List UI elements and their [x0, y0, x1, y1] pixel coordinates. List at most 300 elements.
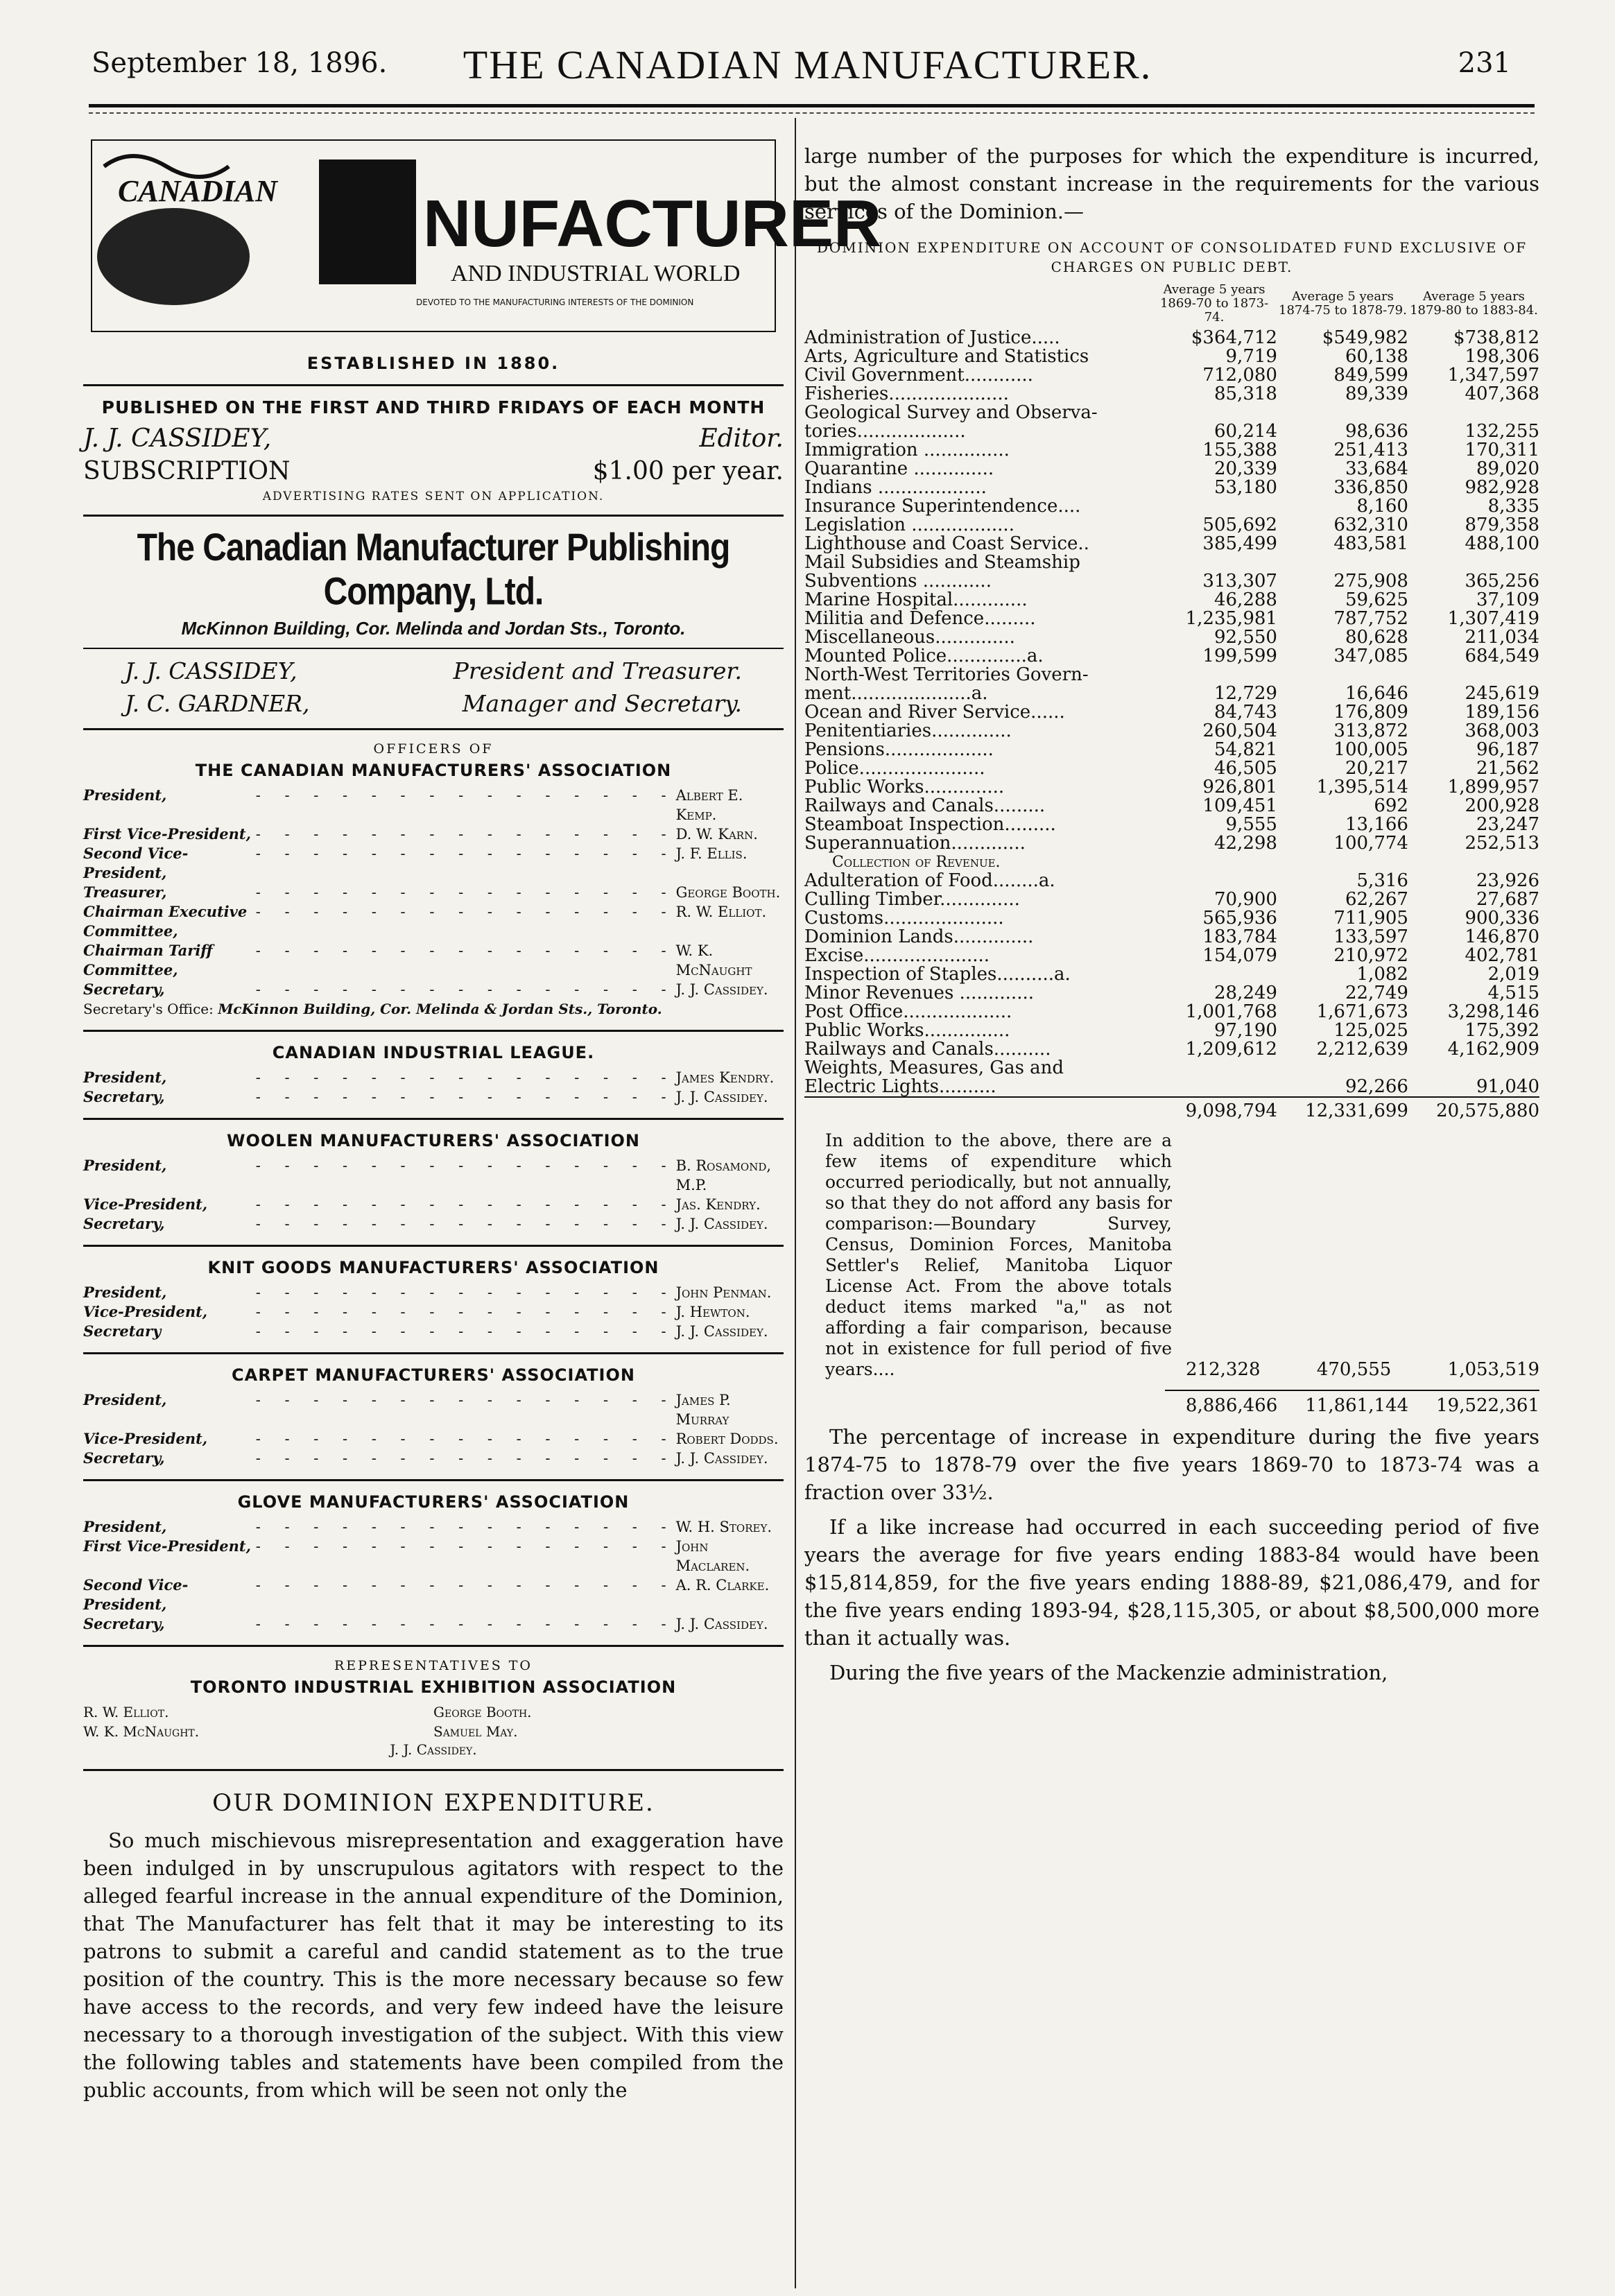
item-cell: Police...................... [804, 758, 985, 779]
officer-row [83, 941, 784, 980]
secretary-office-label: Secretary's Office: [83, 1001, 214, 1017]
table-row [804, 478, 1539, 497]
officer-row [83, 1302, 784, 1322]
value-cell: 92,266 [1345, 1076, 1408, 1097]
table-row [804, 404, 1539, 422]
leader-dots: - - - - - - - - - - - - - - - [255, 1519, 676, 1535]
value-cell [1151, 853, 1277, 872]
leader-dots: - - - - - - - - - - - - - - - [255, 1431, 676, 1447]
officer-name: Robert Dodds. [675, 1431, 779, 1447]
value-cell: 80,628 [1345, 627, 1408, 648]
established-line: ESTABLISHED IN 1880. [306, 354, 560, 373]
leader-dots: - - - - - - - - - - - - - - - [255, 787, 676, 804]
leader-dots: - - - - - - - - - - - - - - - [255, 1196, 676, 1213]
table-row [804, 928, 1539, 947]
officer-role: President, [83, 1069, 167, 1086]
value-cell: 70,900 [1214, 889, 1277, 910]
value-cell [1151, 872, 1277, 890]
item-cell: Geological Survey and Observa- [804, 402, 1098, 423]
table-row [804, 628, 1539, 647]
officer-row [83, 980, 784, 999]
value-cell: 632,310 [1333, 515, 1408, 535]
logo-tag-text: DEVOTED TO THE MANUFACTURING INTERESTS OF THE DOMINION [416, 297, 694, 307]
item-cell: Railways and Canals.......... [804, 1039, 1051, 1060]
value-cell: 125,025 [1333, 1020, 1408, 1041]
rep-name: George Booth. [433, 1704, 532, 1720]
table-row [804, 497, 1539, 516]
officer-row [83, 1195, 784, 1214]
value-cell [1151, 1059, 1277, 1078]
officer-name: R. W. Elliot. [675, 904, 767, 920]
item-cell: Inspection of Staples..........a. [804, 964, 1071, 985]
value-cell: 89,339 [1345, 383, 1408, 404]
value-cell: 170,311 [1465, 440, 1539, 460]
value-cell [1277, 404, 1408, 422]
officer-name: W. K. McNaught [675, 942, 752, 978]
page-number: 231 [1458, 47, 1511, 79]
table-row [804, 572, 1539, 591]
value-cell: 1,209,612 [1185, 1039, 1277, 1060]
value-cell [1408, 404, 1539, 422]
officer-row [83, 1517, 784, 1537]
officer-role: Second Vice-President, [83, 1576, 189, 1613]
officer-row [83, 825, 784, 844]
table-caption: DOMINION EXPENDITURE ON ACCOUNT OF CONSOLIDATED FUND EXCLUSIVE OF CHARGES ON PUBLIC DEBT. [816, 239, 1528, 275]
officer-row [83, 1322, 784, 1341]
header-rule-dashed [89, 112, 1535, 114]
item-cell: Penitentiaries.............. [804, 720, 1012, 741]
table-row [804, 684, 1539, 703]
svg-text:CANADIAN: CANADIAN [118, 174, 277, 208]
item-cell: Steamboat Inspection......... [804, 814, 1056, 835]
cma-title: THE CANADIAN MANUFACTURERS' ASSOCIATION [195, 761, 672, 780]
association-title: KNIT GOODS MANUFACTURERS' ASSOCIATION [207, 1258, 659, 1277]
item-cell: Dominion Lands.............. [804, 926, 1034, 947]
value-cell: 1,899,957 [1447, 777, 1539, 797]
officer-name: J. J. Cassidey. [675, 1089, 768, 1105]
table-row [804, 535, 1539, 553]
value-cell: 1,235,981 [1185, 608, 1277, 629]
item-cell: Civil Government............ [804, 365, 1033, 386]
value-cell [1408, 853, 1539, 872]
value-cell: 183,784 [1202, 926, 1277, 947]
value-cell: 313,307 [1202, 571, 1277, 592]
article-paragraph: During the five years of the Mackenzie administration, [829, 1661, 1388, 1684]
officer-role: Chairman Executive Committee, [83, 903, 248, 940]
value-cell: 2,212,639 [1316, 1039, 1408, 1060]
officer-row [83, 1087, 784, 1107]
value-cell: 900,336 [1465, 908, 1539, 929]
company-officer-name: J. J. CASSIDEY, [125, 657, 297, 684]
value-cell: 1,001,768 [1185, 1001, 1277, 1022]
table-row [804, 778, 1539, 797]
table-row [804, 1021, 1539, 1040]
company-address: McKinnon Building, Cor. Melinda and Jordan Sts., Toronto. [181, 618, 686, 639]
leader-dots: - - - - - - - - - - - - - - - [255, 1284, 676, 1301]
officer-name: James Kendry. [675, 1069, 775, 1086]
value-cell: 13,166 [1345, 814, 1408, 835]
leader-dots: - - - - - - - - - - - - - - - [255, 1157, 676, 1174]
table-row [804, 741, 1539, 759]
item-cell: Subventions ............ [804, 571, 992, 592]
item-cell: Weights, Measures, Gas and [804, 1058, 1064, 1078]
value-cell: 12,729 [1214, 683, 1277, 704]
item-cell: Electric Lights.......... [804, 1076, 996, 1097]
officer-name: John Maclaren. [675, 1538, 750, 1574]
rep-name-center: J. J. Cassidey. [390, 1741, 477, 1758]
value-cell: 347,085 [1333, 646, 1408, 666]
editor-name: J. J. CASSIDEY, [83, 424, 272, 453]
value-cell: 849,599 [1333, 365, 1408, 386]
item-cell: Militia and Defence......... [804, 608, 1036, 629]
value-cell [1408, 666, 1539, 684]
value-cell: 8,160 [1356, 496, 1408, 517]
item-cell: Marine Hospital............. [804, 589, 1028, 610]
officer-name: B. Rosamond, M.P. [675, 1157, 772, 1193]
value-cell: 92,550 [1214, 627, 1277, 648]
table-row [804, 347, 1539, 366]
officer-role: President, [83, 1518, 167, 1535]
column-divider [795, 118, 796, 2288]
table-row [804, 591, 1539, 610]
net-total: 8,886,466 [1185, 1395, 1278, 1416]
leader-dots: - - - - - - - - - - - - - - - [255, 1069, 676, 1086]
article-paragraph: So much mischievous misrepresentation and exaggeration have been indulged in by unscrupulous agitators with respect to the alleged fearful increase in the annual expenditure of the Dominion, that The Manufacturer has felt that it may be interesting to its patrons to submit a careful and candid statement as to the true position of the country. This is the more necessary because so few have access to the records, and very few indeed have the leisure necessary to a thorough investigation of the subject. With this view the following tables and statements have been compiled from the public accounts, from which will be seen not only the [83, 1829, 784, 2102]
value-cell: 2,019 [1487, 964, 1539, 985]
officer-row [83, 844, 784, 883]
representatives-title: TORONTO INDUSTRIAL EXHIBITION ASSOCIATION [190, 1677, 677, 1697]
table-row [804, 460, 1539, 478]
value-cell: 252,513 [1465, 833, 1539, 854]
table-row [804, 947, 1539, 965]
officer-name: James P. Murray [675, 1392, 731, 1428]
value-cell: 133,597 [1333, 926, 1408, 947]
leader-dots: - - - - - - - - - - - - - - - [255, 1577, 676, 1594]
company-officers [83, 657, 784, 717]
net-total: 11,861,144 [1305, 1395, 1409, 1416]
item-cell: Mounted Police..............a. [804, 646, 1044, 666]
value-cell: $738,812 [1453, 327, 1539, 348]
masthead [83, 132, 882, 347]
value-cell: 176,809 [1333, 702, 1408, 723]
value-cell: 879,358 [1465, 515, 1539, 535]
item-cell: Superannuation............. [804, 833, 1026, 854]
officer-row [83, 1214, 784, 1234]
value-cell [1277, 666, 1408, 684]
officer-row [83, 902, 784, 941]
value-cell [1277, 553, 1408, 572]
leader-dots: - - - - - - - - - - - - - - - [255, 981, 676, 998]
value-cell: 505,692 [1202, 515, 1277, 535]
value-cell: 483,581 [1333, 533, 1408, 554]
value-cell: 84,743 [1214, 702, 1277, 723]
value-cell: 368,003 [1465, 720, 1539, 741]
logo-sub-text: AND INDUSTRIAL WORLD [451, 261, 741, 286]
officer-row [83, 1156, 784, 1195]
officer-name: J. F. Ellis. [675, 845, 748, 862]
value-cell [1151, 1078, 1277, 1097]
value-cell: 4,515 [1487, 983, 1539, 1003]
officer-name: A. R. Clarke. [675, 1577, 770, 1594]
value-cell: 712,080 [1202, 365, 1277, 386]
table-row [804, 1040, 1539, 1059]
value-cell: 16,646 [1345, 683, 1408, 704]
value-cell [1151, 404, 1277, 422]
table-row [804, 834, 1539, 853]
subscription-label: SUBSCRIPTION [83, 457, 291, 485]
value-cell: 565,936 [1202, 908, 1277, 929]
addition-value: 1,053,519 [1447, 1359, 1539, 1380]
item-cell: Railways and Canals......... [804, 795, 1046, 816]
value-cell: 100,774 [1333, 833, 1408, 854]
leader-dots: - - - - - - - - - - - - - - - [255, 1616, 676, 1632]
officer-row [83, 1449, 784, 1468]
value-cell: 60,214 [1214, 421, 1277, 442]
item-cell: tories................... [804, 421, 966, 442]
officer-name: George Booth. [675, 884, 781, 901]
item-cell: Public Works.............. [804, 777, 1005, 797]
association-title: CARPET MANUFACTURERS' ASSOCIATION [232, 1365, 635, 1385]
article-continuation: large number of the purposes for which the expenditure is incurred, but the almost constant increase in the requirements for the various services of the Dominion.— [804, 144, 1539, 223]
secretary-office [83, 999, 784, 1019]
value-cell [1408, 553, 1539, 572]
column-header: Average 5 years 1874-75 to 1878-79. [1279, 289, 1407, 318]
value-cell: 245,619 [1465, 683, 1539, 704]
item-cell: Customs..................... [804, 908, 1004, 929]
value-cell: 42,298 [1214, 833, 1277, 854]
item-cell: Ocean and River Service...... [804, 702, 1065, 723]
value-cell: 146,870 [1465, 926, 1539, 947]
value-cell: 21,562 [1476, 758, 1539, 779]
table-row [804, 984, 1539, 1003]
officer-role: Chairman Tariff Committee, [83, 942, 213, 978]
table-row [804, 647, 1539, 666]
officer-row [83, 1283, 784, 1302]
addition-value: 470,555 [1316, 1359, 1392, 1380]
value-cell: 109,451 [1202, 795, 1277, 816]
table-row [804, 1078, 1539, 1097]
value-cell: 1,347,597 [1447, 365, 1539, 386]
leader-dots: - - - - - - - - - - - - - - - [255, 1216, 676, 1232]
item-cell: North-West Territories Govern- [804, 664, 1089, 685]
value-cell: 260,504 [1202, 720, 1277, 741]
item-cell: Collection of Revenue. [832, 854, 1001, 871]
officer-name: J. J. Cassidey. [675, 981, 768, 998]
header-rule [89, 104, 1535, 107]
item-cell: ment.....................a. [804, 683, 988, 704]
officer-role: Treasurer, [83, 883, 167, 901]
value-cell [1277, 1059, 1408, 1078]
value-cell: 711,905 [1333, 908, 1408, 929]
value-cell: 37,109 [1476, 589, 1539, 610]
value-cell: 199,599 [1202, 646, 1277, 666]
value-cell: 28,249 [1214, 983, 1277, 1003]
table-row [804, 516, 1539, 535]
item-cell: Culling Timber.............. [804, 889, 1020, 910]
published-line: PUBLISHED ON THE FIRST AND THIRD FRIDAYS OF EACH MONTH [101, 397, 766, 417]
total-cell: 9,098,794 [1151, 1097, 1277, 1121]
officer-name: J. J. Cassidey. [675, 1323, 768, 1340]
value-cell: 3,298,146 [1447, 1001, 1539, 1022]
right-column [804, 142, 1539, 1686]
value-cell: 5,316 [1356, 870, 1408, 891]
item-cell: Immigration ............... [804, 440, 1010, 460]
officer-role: Second Vice-President, [83, 845, 189, 881]
page-title: THE CANADIAN MANUFACTURER. [463, 42, 1152, 87]
table-row [804, 1003, 1539, 1021]
officer-role: Vice-President, [83, 1196, 208, 1213]
left-column [83, 125, 882, 2104]
value-cell: 33,684 [1345, 458, 1408, 479]
total-cell: 20,575,880 [1408, 1097, 1539, 1121]
officer-name: Jas. Kendry. [675, 1196, 761, 1213]
company-officer-role: Manager and Secretary. [462, 690, 742, 717]
table-row [804, 610, 1539, 628]
leader-dots: - - - - - - - - - - - - - - - [255, 1392, 676, 1408]
officer-role: Secretary [83, 1322, 162, 1340]
officer-row [83, 1576, 784, 1614]
officer-role: Vice-President, [83, 1303, 208, 1320]
item-cell: Miscellaneous.............. [804, 627, 1015, 648]
value-cell: 85,318 [1214, 383, 1277, 404]
value-cell: 402,781 [1465, 945, 1539, 966]
officer-row [83, 786, 784, 825]
item-cell: Post Office................... [804, 1001, 1012, 1022]
officer-role: President, [83, 1391, 167, 1408]
running-head [0, 35, 1615, 90]
officer-row [83, 1614, 784, 1634]
officer-role: Vice-President, [83, 1430, 208, 1447]
table-row [804, 385, 1539, 404]
cma-caption: OFFICERS OF [373, 741, 494, 757]
table-row [804, 666, 1539, 684]
association-title: CANADIAN INDUSTRIAL LEAGUE. [272, 1043, 595, 1062]
value-cell: 97,190 [1214, 1020, 1277, 1041]
net-total: 19,522,361 [1436, 1395, 1539, 1416]
table-row [804, 553, 1539, 572]
value-cell: 175,392 [1465, 1020, 1539, 1041]
officer-name: W. H. Storey. [675, 1519, 772, 1535]
association-title: GLOVE MANUFACTURERS' ASSOCIATION [237, 1492, 630, 1512]
table-row [804, 1059, 1539, 1078]
item-cell: Indians ................... [804, 477, 987, 498]
table-row [804, 965, 1539, 984]
leader-dots: - - - - - - - - - - - - - - - [255, 1304, 676, 1320]
value-cell: 336,850 [1333, 477, 1408, 498]
leader-dots: - - - - - - - - - - - - - - - [255, 1450, 676, 1467]
value-cell: 20,217 [1345, 758, 1408, 779]
value-cell: 275,908 [1333, 571, 1408, 592]
editor-line [83, 424, 784, 453]
officer-name: J. J. Cassidey. [675, 1450, 768, 1467]
value-cell: 62,267 [1345, 889, 1408, 910]
value-cell: 211,034 [1465, 627, 1539, 648]
value-cell: 46,505 [1214, 758, 1277, 779]
value-cell: 53,180 [1214, 477, 1277, 498]
value-cell: 189,156 [1465, 702, 1539, 723]
item-cell: Arts, Agriculture and Statistics [804, 346, 1089, 367]
company-officer-row [125, 657, 742, 684]
leader-dots: - - - - - - - - - - - - - - - [255, 826, 676, 843]
value-cell: 1,307,419 [1447, 608, 1539, 629]
cma-officers [83, 786, 784, 999]
value-cell: 198,306 [1465, 346, 1539, 367]
total-cell: 12,331,699 [1277, 1097, 1408, 1121]
value-cell: 385,499 [1202, 533, 1277, 554]
value-cell [1408, 1059, 1539, 1078]
value-cell: 926,801 [1202, 777, 1277, 797]
value-cell: 982,928 [1465, 477, 1539, 498]
masthead-logo [90, 139, 882, 333]
table-row [804, 703, 1539, 722]
value-cell: 132,255 [1465, 421, 1539, 442]
table-row [804, 422, 1539, 441]
association-title: WOOLEN MANUFACTURERS' ASSOCIATION [227, 1131, 640, 1150]
expenditure-table [804, 282, 1539, 1121]
logo-big-text: NUFACTURER [423, 187, 882, 261]
value-cell: 27,687 [1476, 889, 1539, 910]
article-paragraph: If a like increase had occurred in each succeeding period of five years the average for five years ending 1883-84 would have been $15,814,859, for the five years ending 1888-89, $21,086,479, and for the five years ending 1893-94, $28,115,305, or about $8,500,000 more than it actually was. [804, 1515, 1539, 1650]
table-row [804, 722, 1539, 741]
officer-role: President, [83, 1284, 167, 1301]
officer-row [83, 883, 784, 902]
value-cell: 8,335 [1487, 496, 1539, 517]
officer-row [83, 1390, 784, 1429]
value-cell: 488,100 [1465, 533, 1539, 554]
editor-role: Editor. [699, 424, 784, 453]
table-row [804, 815, 1539, 834]
value-cell: 46,288 [1214, 589, 1277, 610]
leader-dots: - - - - - - - - - - - - - - - [255, 845, 676, 862]
representatives-names [83, 1702, 784, 1741]
item-cell: Excise...................... [804, 945, 990, 966]
item-cell: Pensions................... [804, 739, 994, 760]
value-cell [1151, 497, 1277, 516]
leader-dots: - - - - - - - - - - - - - - - [255, 1089, 676, 1105]
value-cell: 96,187 [1476, 739, 1539, 760]
officer-role: President, [83, 786, 167, 804]
officer-role: Secretary, [83, 1615, 165, 1632]
officer-role: President, [83, 1157, 167, 1174]
article-heading: OUR DOMINION EXPENDITURE. [212, 1789, 655, 1817]
totals-row [804, 1097, 1539, 1121]
officer-role: Secretary, [83, 1215, 165, 1232]
addition-text: In addition to the above, there are a few items of expenditure which occurred periodically, but not annually, so that they do not afford any basis for comparison:—Boundary Survey, Census, Dominion Forces, Manitoba Settler's Relief, Manitoba Liquor License Act. From the above totals deduct items marked "a," as not affording a fair comparison, because not in existence for full period of five years.... [825, 1130, 1172, 1379]
item-cell: Fisheries..................... [804, 383, 1009, 404]
value-cell: 365,256 [1465, 571, 1539, 592]
officer-name: John Penman. [675, 1284, 772, 1301]
item-cell: Administration of Justice..... [804, 327, 1060, 348]
item-cell: Minor Revenues ............. [804, 983, 1034, 1003]
leader-dots: - - - - - - - - - - - - - - - [255, 942, 676, 959]
value-cell: 200,928 [1465, 795, 1539, 816]
officer-name: J. Hewton. [675, 1304, 750, 1320]
value-cell: 98,636 [1345, 421, 1408, 442]
value-cell: 22,749 [1345, 983, 1408, 1003]
associations [83, 1030, 784, 1634]
value-cell [1277, 853, 1408, 872]
item-cell: Adulteration of Food........a. [804, 870, 1055, 891]
value-cell: 684,549 [1465, 646, 1539, 666]
officer-role: First Vice-President, [83, 1537, 251, 1555]
officer-row [83, 1429, 784, 1449]
representatives-caption: REPRESENTATIVES TO [334, 1658, 533, 1673]
addition-values [1172, 1130, 1539, 1380]
item-cell: Insurance Superintendence.... [804, 496, 1081, 517]
article-paragraph: The percentage of increase in expenditure during the five years 1874-75 to 1878-79 over the five years 1869-70 to 1873-74 was a fraction over 33½. [804, 1425, 1539, 1504]
value-cell: 23,926 [1476, 870, 1539, 891]
advertising-note: ADVERTISING RATES SENT ON APPLICATION. [262, 490, 605, 503]
